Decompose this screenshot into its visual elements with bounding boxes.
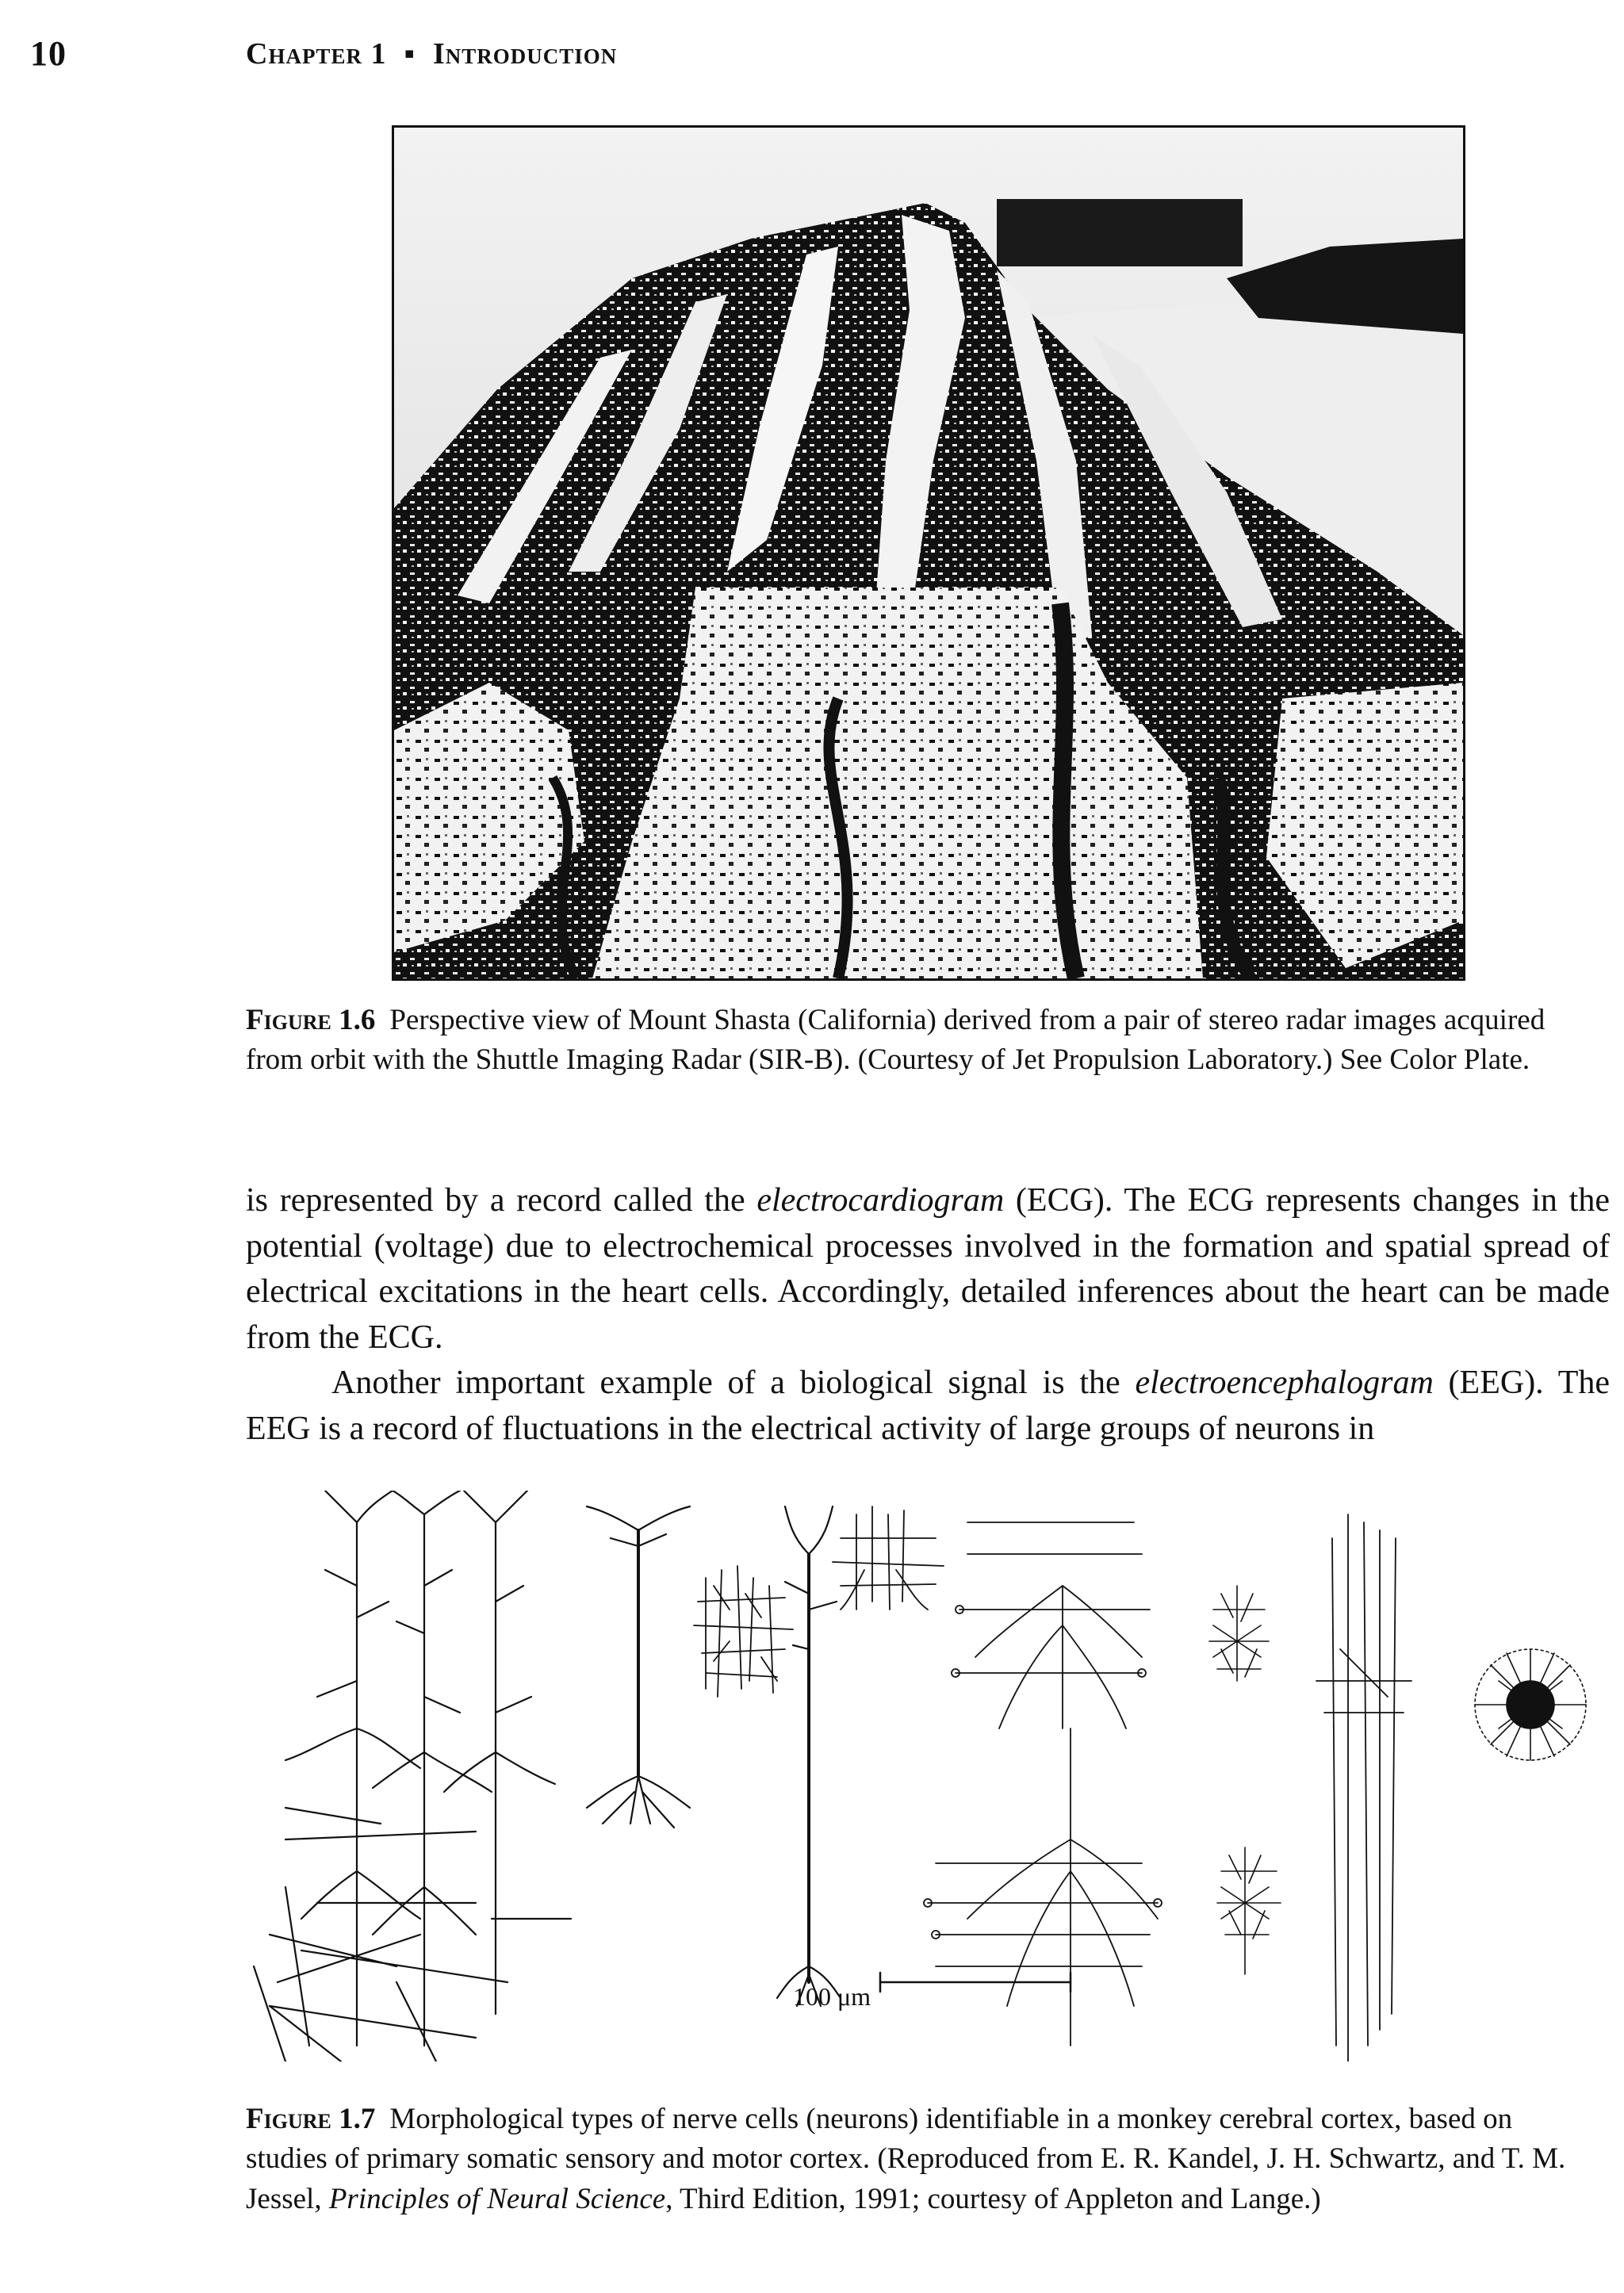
paragraph-eeg-text-a: Another important example of a biological signal is the: [331, 1365, 1136, 1402]
figure-1-6-caption-text: Perspective view of Mount Shasta (California) derived from a pair of stereo radar images acquired from orbit with the Shuttle Imaging Radar (SIR-B). (Courtesy of Jet Propulsion Laboratory.) See Color Plate.: [246, 1004, 1545, 1077]
mount-shasta-radar-image: [394, 128, 1463, 978]
pyramidal-neuron-thin: [777, 1506, 841, 2006]
figure-1-7-caption-text-b: , Third Edition, 1991; courtesy of Appleton and Lange.): [665, 2182, 1321, 2215]
chandelier-cell: [1316, 1514, 1411, 2061]
figure-1-6-image: [392, 125, 1465, 981]
figure-1-6-caption: [246, 1001, 1594, 1081]
running-head: [246, 36, 617, 71]
separator-glyph: ▪: [404, 37, 416, 71]
paragraph-ecg: [246, 1178, 1610, 1361]
multipolar-neuron-lower: [924, 1728, 1162, 2046]
basket-cell-star: [1475, 1649, 1586, 1760]
scale-bar: [880, 1973, 1071, 1992]
page-number: 10: [30, 34, 67, 73]
section-label: Introduction: [432, 37, 618, 71]
term-electroencephalogram: electroencephalogram: [1135, 1365, 1434, 1402]
term-electrocardiogram: electrocardiogram: [756, 1182, 1005, 1219]
chapter-label: Chapter 1: [246, 37, 387, 71]
scale-bar-label: 100 μm: [793, 1982, 871, 2011]
paragraph-ecg-text-a: is represented by a record called the: [246, 1182, 757, 1219]
paragraph-ecg-text-b: (ECG). The ECG represents changes in the potential (voltage) due to electrochemical processes involved in the formation and spatial spread of electrical excitations in the heart cells. Accordingly, detailed inferences about the heart can be made from the ECG.: [246, 1182, 1610, 1356]
figure-1-6-label: Figure 1.6: [246, 1004, 376, 1036]
paragraph-eeg-text-b: (EEG). The EEG is a record of fluctuations in the electrical activity of large groups of neurons in: [246, 1365, 1610, 1447]
figure-1-7-neuron-drawing: [238, 1491, 1602, 2061]
multipolar-neuron-upper: [952, 1522, 1150, 1728]
figure-1-7-label: Figure 1.7: [246, 2103, 376, 2135]
pyramidal-neuron-tall: [587, 1506, 690, 1828]
body-text: [246, 1178, 1610, 1452]
horizontal-cell-cluster: [833, 1506, 944, 1610]
bushy-stellate-cell-upper: [1209, 1586, 1269, 1681]
pyramidal-neuron-group-left: [254, 1491, 571, 2061]
paragraph-eeg: [246, 1361, 1610, 1452]
figure-1-7-caption: [246, 2100, 1594, 2219]
figure-1-7-caption-book: Principles of Neural Science: [328, 2182, 666, 2215]
bushy-stellate-cell-lower: [1217, 1847, 1281, 1974]
figure-1-7-caption-text-a: Morphological types of nerve cells (neurons) identifiable in a monkey cerebral cortex, based on studies of primary somatic sensory and motor cortex. (Reproduced from E. R. Kandel, J. H. Schwartz, and T. M. Jessel,: [246, 2103, 1566, 2215]
stellate-cell-cluster-a: [694, 1566, 793, 1697]
